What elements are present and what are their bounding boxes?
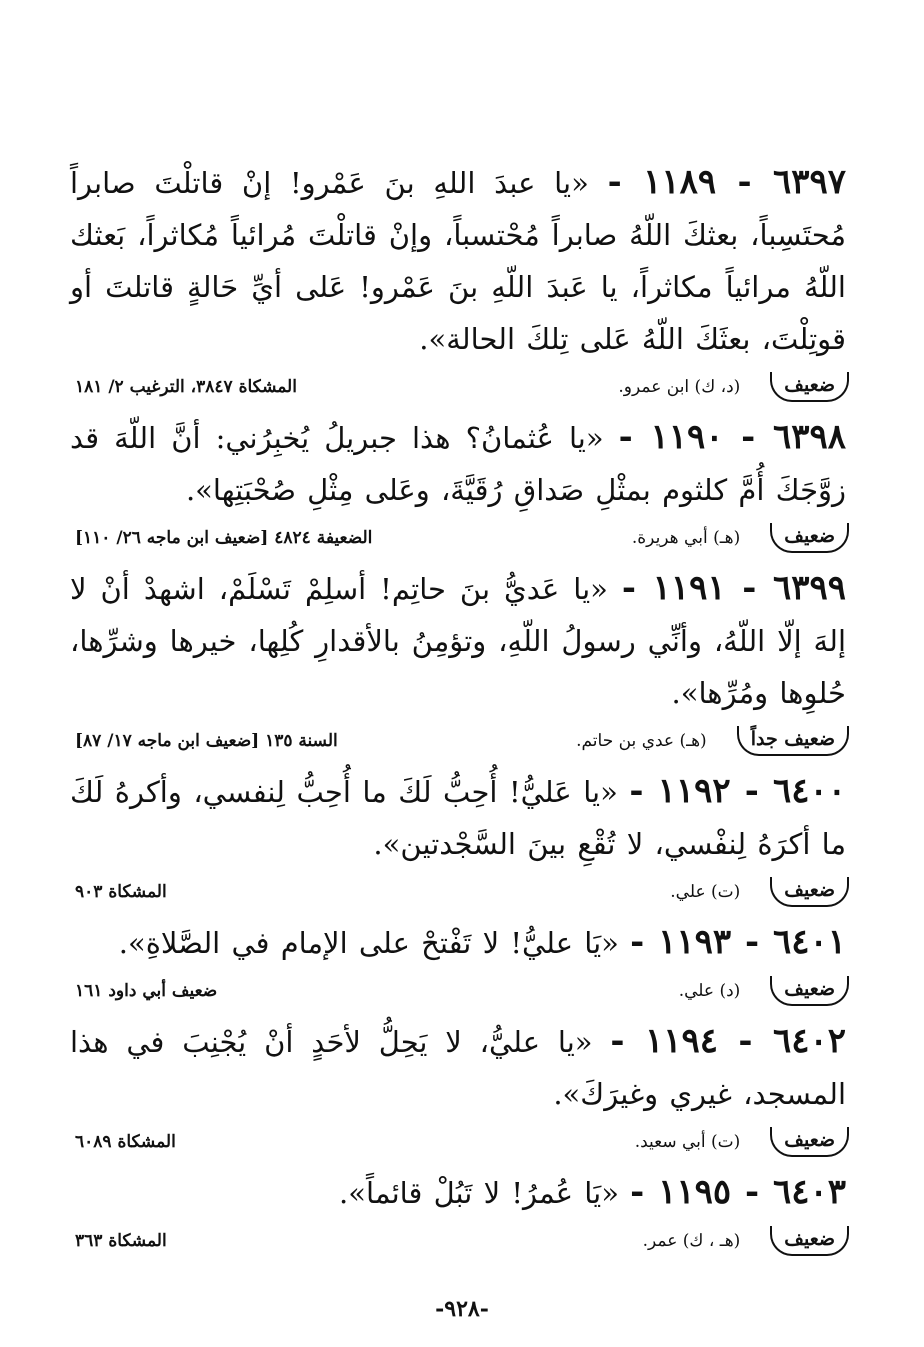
reference: السنة ١٣٥ [ضعيف ابن ماجه ١٧/ ٨٧] — [75, 731, 338, 751]
narrator-source: (د، ك) ابن عمرو. — [618, 377, 741, 397]
reference: المشكاة ٩٠٣ — [75, 882, 167, 902]
page-number: -٩٢٨- — [435, 1296, 489, 1322]
hadith-number: ٦٤٠٢ - ١١٩٤ - — [610, 1021, 847, 1061]
hadith-number: ٦٤٠٠ - ١١٩٢ - — [629, 771, 846, 811]
source-line — [75, 1219, 849, 1263]
narrator-source: (ت) علي. — [670, 882, 741, 902]
hadith-number: ٦٣٩٧ - ١١٨٩ - — [607, 162, 847, 202]
hadith-text: «يا عَليُّ! أُحِبُّ لَكَ ما أُحِبُّ لِنفسي، وأكرهُ لَكَ ما أكرَهُ لِنفْسي، لا تُقْعِ بينَ السَّجْدتين». — [70, 775, 846, 861]
narrator-source: (هـ ، ك) عمر. — [642, 1231, 741, 1251]
reference: الضعيفة ٤٨٢٤ [ضعيف ابن ماجه ٢٦/ ١١٠] — [75, 528, 373, 548]
hadith-entry — [70, 562, 846, 719]
grade-label: ضعيف جداً — [737, 726, 849, 756]
hadith-entry — [70, 765, 846, 870]
source-line — [75, 870, 849, 914]
hadith-text: «يا عبدَ اللهِ بنَ عَمْرو! إنْ قاتلْتَ صابراً مُحتَسِباً، بعثكَ اللّهُ صابراً مُحْتسباً، وإنْ قاتلْتَ مُرائياً مُكاثراً، بَعثك اللّهُ مرائياً مكاثراً، يا عَبدَ اللّهِ بنَ عَمْرو! عَلى أيِّ حَالةٍ قاتلتَ أو قوتِلْتَ، بعثَكَ اللّهُ عَلى تِلكَ الحالة». — [70, 166, 846, 356]
grade-label: ضعيف — [770, 1127, 849, 1157]
grade-label: ضعيف — [770, 976, 849, 1006]
grade-label: ضعيف — [770, 372, 849, 402]
hadith-entry — [70, 916, 846, 969]
hadith-number: ٦٣٩٩ - ١١٩١ - — [621, 568, 847, 608]
hadith-text: «يا عليُّ، لا يَحِلُّ لأحَدٍ أنْ يُجْنِبَ في هذا المسجد، غيري وغيرَكَ». — [70, 1025, 846, 1111]
hadith-entry — [70, 1166, 846, 1219]
hadith-text: «يا عَديُّ بنَ حاتِم! أسلِمْ تَسْلَمْ، اشهدْ أنْ لا إلهَ إلّا اللّهُ، وأنِّي رسولُ اللّهِ، وتؤمِنُ بالأقدارِ كُلِها، خيرها وشرِّها، حُلوِها ومُرِّها». — [70, 572, 846, 710]
hadith-entry — [70, 411, 846, 516]
narrator-source: (د) علي. — [678, 981, 741, 1001]
hadith-text: «يا عُثمانُ؟ هذا جبريلُ يُخبِرُني: أنَّ اللّهَ قد زوَّجَكَ أُمَّ كلثوم بمثْلِ صَداقِ رُقَيَّةَ، وعَلى مِثْلِ صُحْبَتِها». — [70, 421, 846, 507]
hadith-number: ٦٤٠٣ - ١١٩٥ - — [630, 1172, 846, 1212]
source-line — [75, 365, 849, 409]
reference: المشكاة ٣٨٤٧، الترغيب ٢/ ١٨١ — [75, 377, 297, 397]
source-line — [75, 1120, 849, 1164]
narrator-source: (ت) أبي سعيد. — [634, 1132, 741, 1152]
hadith-number: ٦٤٠١ - ١١٩٣ - — [630, 922, 846, 962]
source-line — [75, 516, 849, 560]
narrator-source: (هـ) عدي بن حاتم. — [576, 731, 707, 751]
hadith-text: «يَا عليُّ! لا تَفْتحْ على الإمام في الصَّلاةِ». — [118, 926, 619, 960]
hadith-text: «يَا عُمرُ! لا تَبُلْ قائماً». — [339, 1176, 619, 1210]
narrator-source: (هـ) أبي هريرة. — [631, 528, 741, 548]
source-line — [75, 969, 849, 1013]
hadith-number: ٦٣٩٨ - ١١٩٠ - — [618, 417, 846, 457]
source-line — [75, 719, 849, 763]
reference: المشكاة ٣٦٣ — [75, 1231, 167, 1251]
hadith-entry — [70, 156, 846, 365]
hadith-entry — [70, 1015, 846, 1120]
reference: ضعيف أبي داود ١٦١ — [75, 981, 218, 1001]
grade-label: ضعيف — [770, 1226, 849, 1256]
grade-label: ضعيف — [770, 877, 849, 907]
grade-label: ضعيف — [770, 523, 849, 553]
top-margin — [0, 0, 924, 150]
reference: المشكاة ٦٠٨٩ — [75, 1132, 176, 1152]
